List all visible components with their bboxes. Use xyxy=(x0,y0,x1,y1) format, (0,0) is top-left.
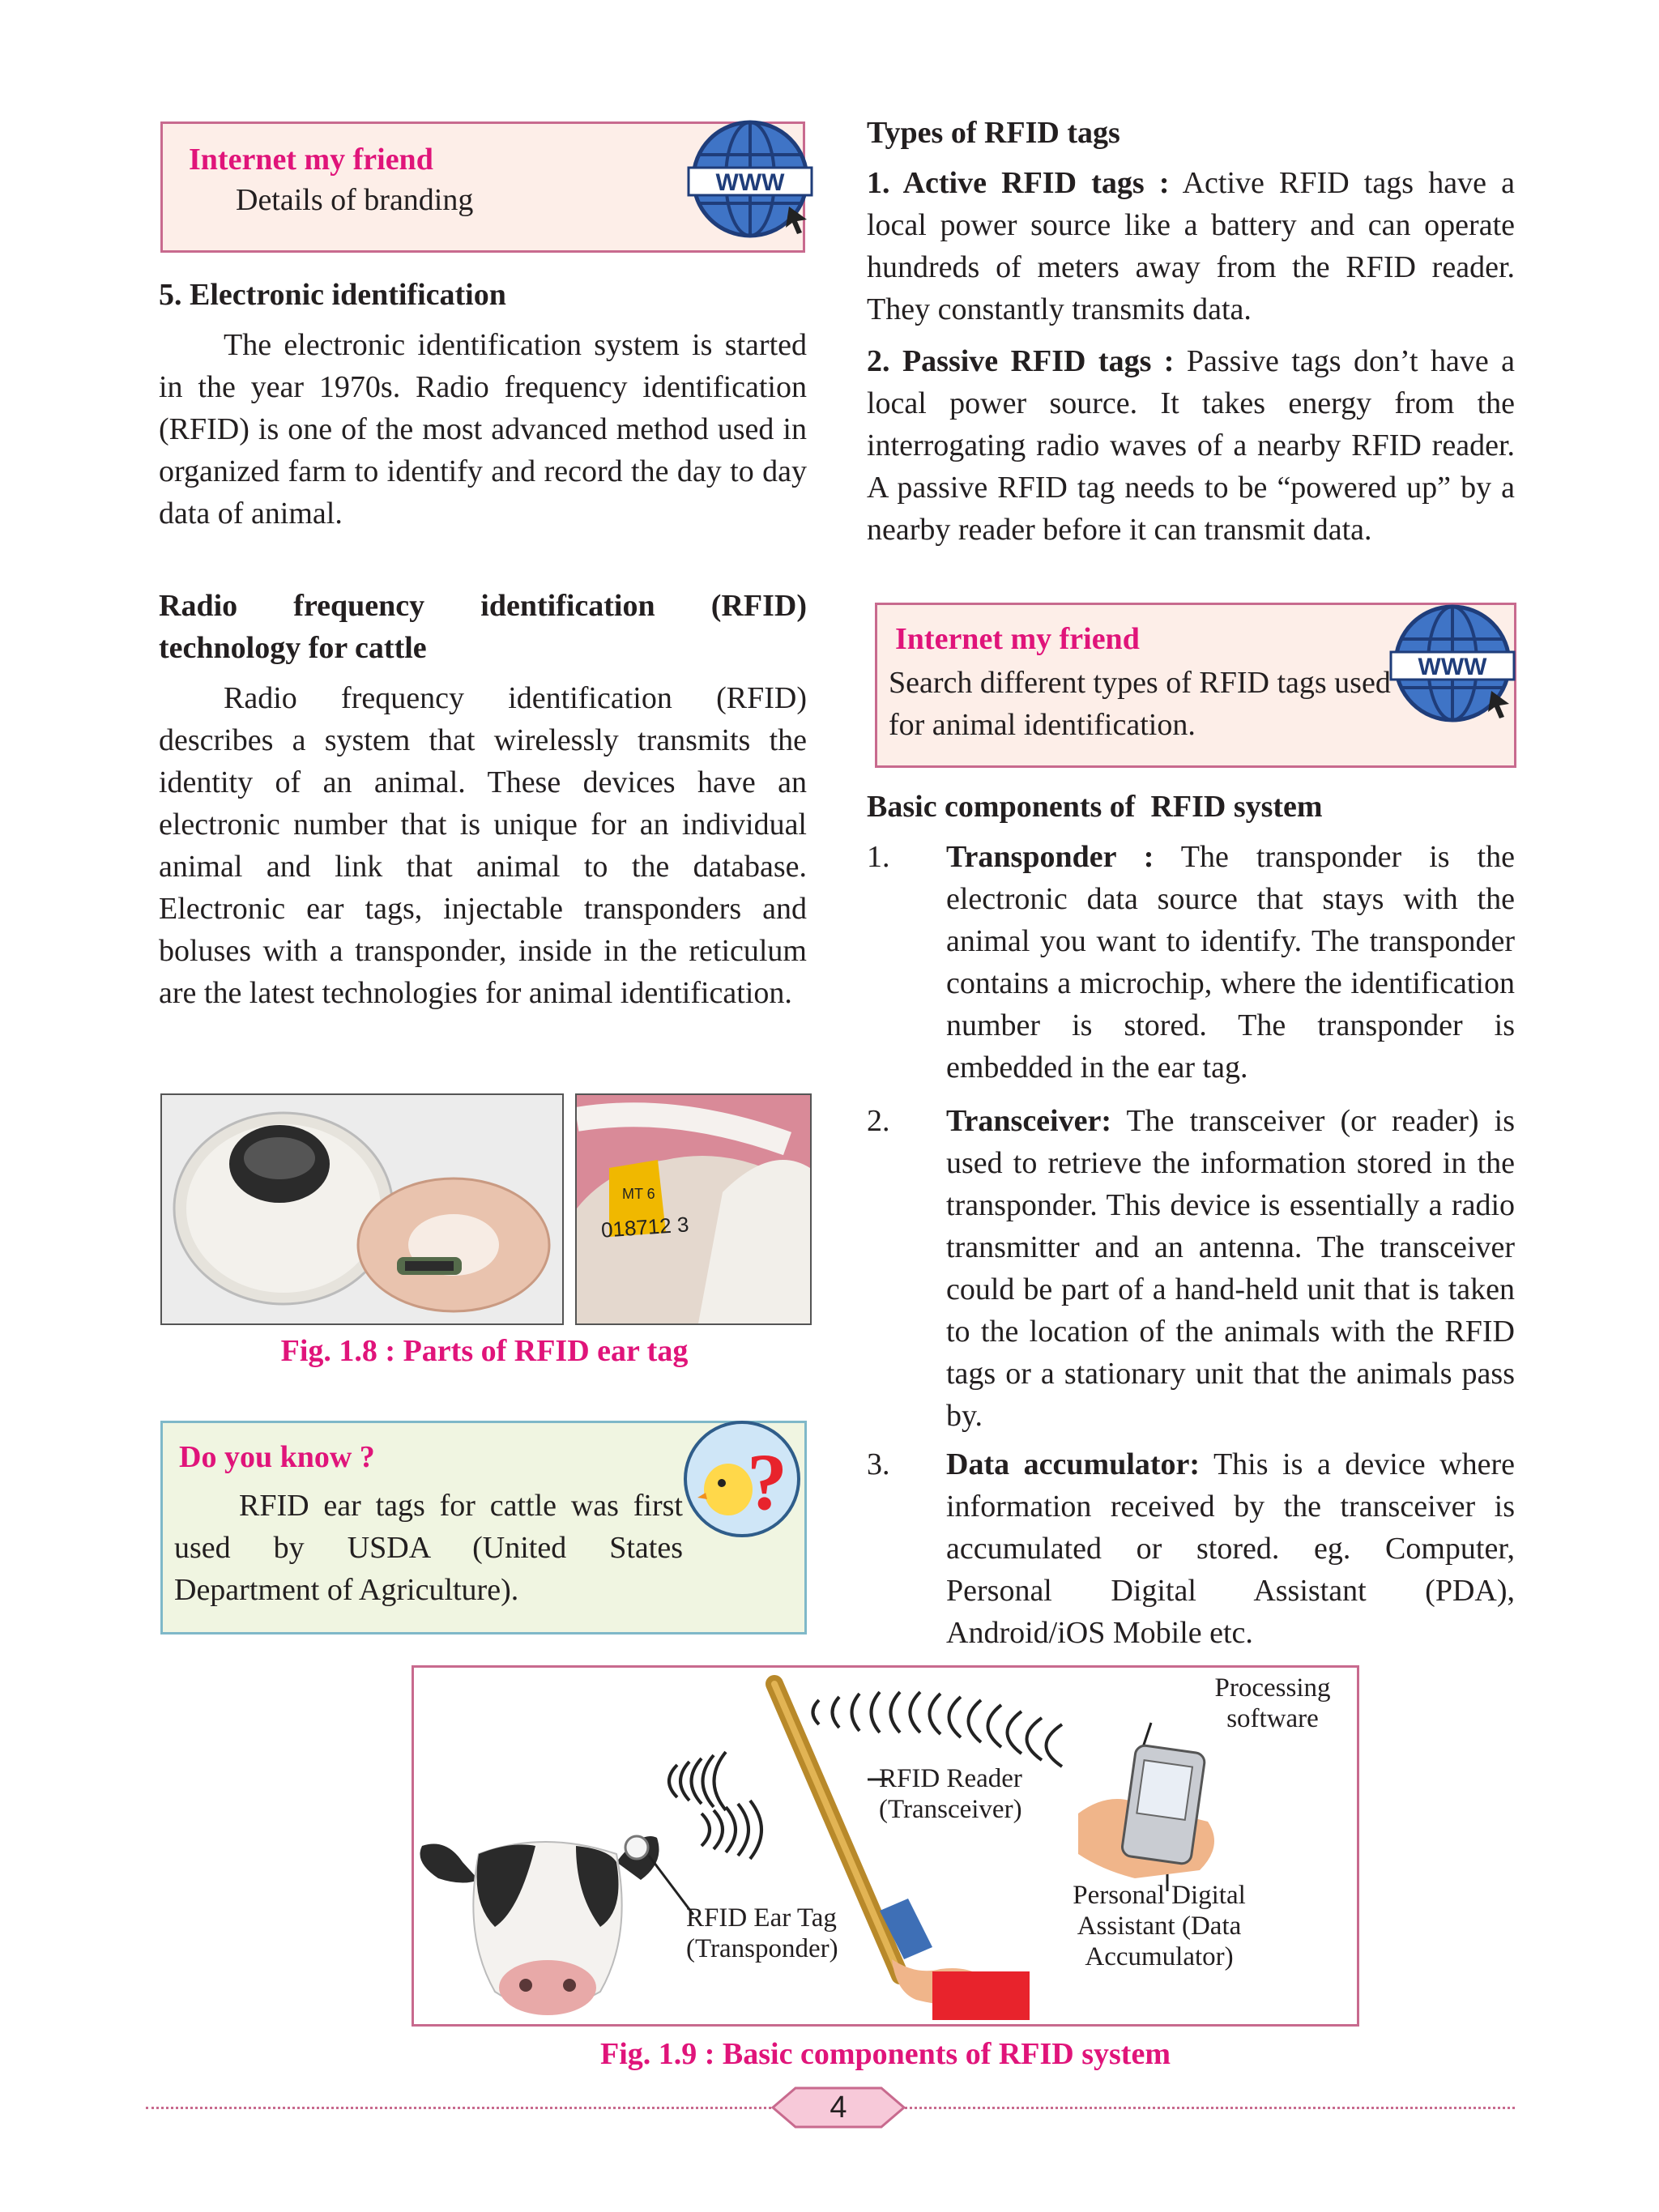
ear-tag-parts-illustration xyxy=(162,1095,562,1323)
box-text: RFID ear tags for cattle was first used by USDA (United States Department of Agriculture). xyxy=(174,1489,683,1607)
svg-text:?: ? xyxy=(747,1437,787,1527)
item-label: Transponder : xyxy=(946,840,1154,874)
item-number: 3. xyxy=(867,1447,890,1481)
types-heading: Types of RFID tags xyxy=(867,116,1120,150)
item-body: This is a device where information received by the transceiver is accumulated or stored. eg. Computer, Personal Digital Assistant (PDA), Android/iOS Mobile etc. xyxy=(946,1447,1515,1650)
tag-small-text: MT 6 xyxy=(622,1186,655,1202)
tag-number-text: 018712 3 xyxy=(600,1212,690,1242)
item-label: Data accumulator: xyxy=(946,1447,1201,1481)
cattle-ear-illustration xyxy=(577,1095,810,1323)
internet-friend-box xyxy=(875,603,1516,768)
list-item xyxy=(867,1443,1515,1654)
label-rfid-reader: RFID Reader (Transceiver) xyxy=(879,1764,1022,1824)
passive-tags-paragraph xyxy=(867,340,1515,551)
section-paragraph: The electronic identification system is started in the year 1970s. Radio frequency identification (RFID) is one of the most advanced method used in organized farm to identify and record the day to day data of animal. xyxy=(159,328,807,531)
box-text: Search different types of RFID tags used for animal identification. xyxy=(889,666,1391,742)
do-you-know-box xyxy=(160,1421,807,1634)
item-number: 1. xyxy=(867,840,890,874)
ear-tag-photo xyxy=(160,1093,564,1325)
components-heading: Basic components of RFID system xyxy=(867,790,1323,824)
box-title: Internet my friend xyxy=(189,143,433,177)
passive-tags-label: 2. Passive RFID tags : xyxy=(867,344,1175,378)
internet-friend-box xyxy=(160,121,805,253)
box-title: Internet my friend xyxy=(895,622,1140,656)
subsection-paragraph: Radio frequency identification (RFID) describes a system that wirelessly transmits the identity of an animal. These devices have an electronic number that is unique for an individual animal and link that animal to the database. Electronic ear tags, injectable transponders and boluses with a transponder, inside in the reticulum are the latest technologies for animal identification. xyxy=(159,681,807,1010)
active-tags-paragraph xyxy=(867,162,1515,330)
rfid-system-figure xyxy=(412,1665,1359,2027)
item-body: The transponder is the electronic data source that stays with the animal you want to identify. The transponder contains a microchip, where the identification number is stored. The transponder is embedded in the ear tag. xyxy=(946,840,1515,1085)
item-number: 2. xyxy=(867,1104,890,1138)
item-text xyxy=(946,1443,1515,1654)
svg-text:WWW: WWW xyxy=(1418,654,1487,680)
active-tags-label: 1. Active RFID tags : xyxy=(867,166,1170,200)
page-number: 4 xyxy=(830,2091,847,2125)
figure-caption: Fig. 1.9 : Basic components of RFID system xyxy=(599,2037,1171,2071)
list-item xyxy=(867,836,1515,1089)
question-chick-icon xyxy=(681,1418,803,1540)
section-heading: 5. Electronic identification xyxy=(159,278,506,312)
svg-text:WWW: WWW xyxy=(715,169,785,196)
list-item xyxy=(867,1100,1515,1440)
www-globe-icon xyxy=(685,114,815,244)
ear-tag-on-animal-photo xyxy=(575,1093,812,1325)
box-text: Details of branding xyxy=(236,183,474,217)
www-globe-icon xyxy=(1388,599,1517,728)
item-body: The transceiver (or reader) is used to retrieve the information stored in the transponder. This device is essentially a radio transmitter and an antenna. The transceiver could be part of a hand-held unit that is taken to the location of the animals with the RFID tags or a stationary unit that the animals pass by. xyxy=(946,1104,1515,1433)
subsection-heading: Radio frequency identification (RFID) technology for cattle xyxy=(159,589,807,665)
label-rfid-ear-tag: RFID Ear Tag (Transponder) xyxy=(686,1903,838,1963)
passive-tags-text: Passive tags don’t have a local power source. It takes energy from the interrogating radio waves of a nearby RFID reader. A passive RFID tag needs to be “powered up” by a nearby reader before it can transmit data. xyxy=(867,344,1515,547)
active-tags-text: Active RFID tags have a local power source like a battery and can operate hundreds of meters away from the RFID reader. They constantly transmits data. xyxy=(867,166,1515,326)
box-title: Do you know ? xyxy=(179,1440,375,1474)
item-text xyxy=(946,1100,1515,1437)
figure-caption: Fig. 1.8 : Parts of RFID ear tag xyxy=(280,1334,689,1368)
item-text xyxy=(946,836,1515,1089)
label-processing-software: Processing software xyxy=(1214,1673,1331,1733)
item-label: Transceiver: xyxy=(946,1104,1111,1138)
label-pda: Personal Digital Assistant (Data Accumulator) xyxy=(1073,1881,1246,1971)
